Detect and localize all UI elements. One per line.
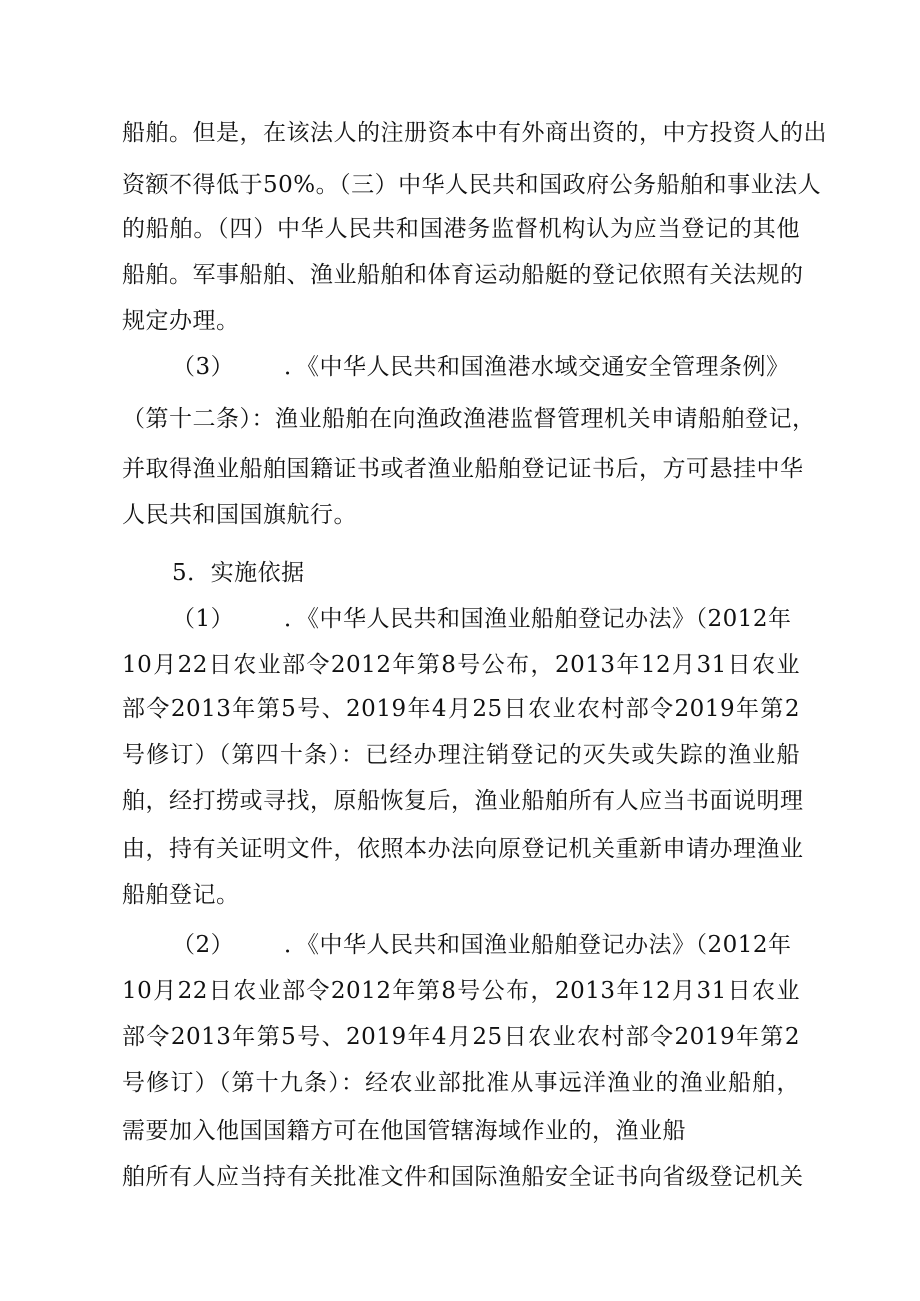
paragraph-line: 的船舶。（四）中华人民共和国港务监督机构认为应当登记的其他 (122, 216, 800, 242)
item-3-number: （3） (172, 354, 235, 380)
paragraph-line: 并取得渔业船舶国籍证书或者渔业船舶登记证书后，方可悬挂中华 (122, 456, 804, 482)
paragraph-line: 舶，经打捞或寻找，原船恢复后，渔业船舶所有人应当书面说明理 (122, 788, 804, 814)
paragraph-line: 需要加入他国国籍方可在他国管辖海域作业的，渔业船 (122, 1118, 686, 1144)
item-1-line (172, 604, 792, 634)
item-2-line (172, 930, 792, 960)
paragraph-line: 船舶。但是，在该法人的注册资本中有外商出资的，中方投资人的出 (122, 120, 827, 146)
item-2-title: ．《中华人民共和国渔业船舶登记办法》（2012年 (284, 932, 792, 958)
item-1-number: （1） (172, 606, 235, 632)
paragraph-line: 舶所有人应当持有关批准文件和国际渔船安全证书向省级登记机关 (122, 1164, 804, 1190)
paragraph-line: 规定办理。 (122, 308, 240, 334)
paragraph-line: 号修订）（第四十条）：已经办理注销登记的灭失或失踪的渔业船 (122, 742, 800, 768)
section-heading: 5．实施依据 (172, 560, 305, 586)
paragraph-line: （第十二条）：渔业船舶在向渔政渔港监督管理机关申请船舶登记， (122, 406, 816, 432)
item-3-title: ．《中华人民共和国渔港水域交通安全管理条例》 (284, 354, 790, 380)
paragraph-line: 船舶。军事船舶、渔业船舶和体育运动船艇的登记依照有关法规的 (122, 262, 804, 288)
paragraph-line: 资额不得低于50%。（三）中华人民共和国政府公务船舶和事业法人 (122, 172, 822, 198)
paragraph-line: 部令2013年第5号、2019年4月25日农业农村部令2019年第2 (122, 696, 800, 722)
paragraph-line: 人民共和国国旗航行。 (122, 502, 357, 528)
item-1-title: ．《中华人民共和国渔业船舶登记办法》（2012年 (284, 606, 792, 632)
item-3-line (172, 352, 790, 382)
paragraph-line: 船舶登记。 (122, 882, 240, 908)
paragraph-line: 号修订）（第十九条）：经农业部批准从事远洋渔业的渔业船舶， (122, 1070, 800, 1096)
paragraph-line: 10月22日农业部令2012年第8号公布，2013年12月31日农业 (122, 652, 800, 678)
paragraph-line: 10月22日农业部令2012年第8号公布，2013年12月31日农业 (122, 978, 800, 1004)
paragraph-line: 由，持有关证明文件，依照本办法向原登记机关重新申请办理渔业 (122, 836, 804, 862)
item-2-number: （2） (172, 932, 235, 958)
paragraph-line: 部令2013年第5号、2019年4月25日农业农村部令2019年第2 (122, 1024, 800, 1050)
